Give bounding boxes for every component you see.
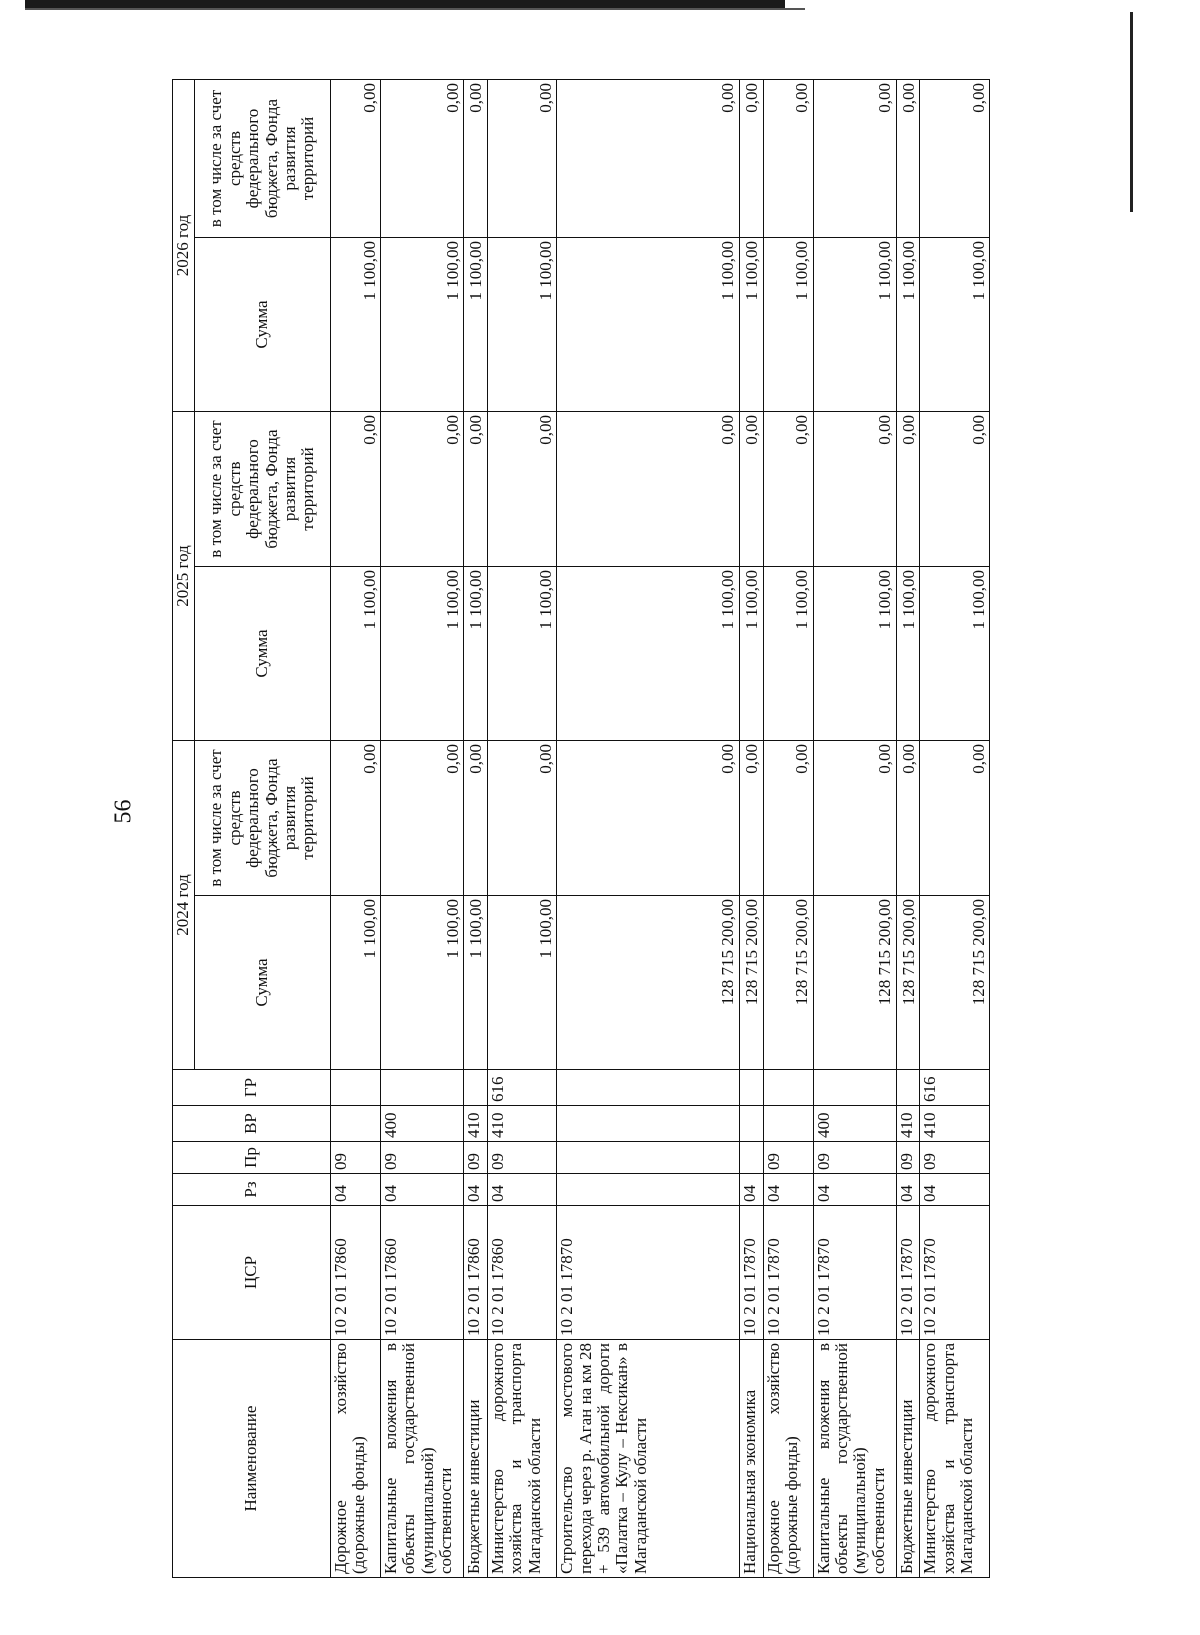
row-federal-2026: 0,00 [920,80,990,238]
row-rz: 04 [813,1174,896,1206]
row-sum-2026: 1 100,00 [380,238,463,412]
row-sum-2026: 1 100,00 [896,238,920,412]
row-sum-2026: 1 100,00 [463,238,487,412]
row-sum-2026: 1 100,00 [487,238,556,412]
row-gr: 616 [920,1070,990,1106]
row-name: Бюджетные инвестиции [896,1340,920,1578]
row-sum-2026: 1 100,00 [763,238,813,412]
header-federal-2024: в том числе за счет средств федерального бюджета, Фонда развития территорий [195,741,331,896]
row-federal-2024: 0,00 [763,741,813,896]
row-federal-2025: 0,00 [813,412,896,567]
row-gr [380,1070,463,1106]
row-name: Дорожное хозяйство (дорожные фонды) [763,1340,813,1578]
row-federal-2024: 0,00 [380,741,463,896]
row-csr: 10 2 01 17860 [380,1206,463,1340]
row-sum-2025: 1 100,00 [463,567,487,741]
row-vr: 410 [463,1106,487,1142]
row-sum-2026: 1 100,00 [557,238,739,412]
row-rz: 04 [739,1174,763,1206]
row-sum-2026: 1 100,00 [739,238,763,412]
row-federal-2024: 0,00 [463,741,487,896]
row-csr: 10 2 01 17870 [557,1206,739,1340]
row-name: Национальная экономика [739,1340,763,1578]
row-gr [557,1070,739,1106]
row-sum-2025: 1 100,00 [487,567,556,741]
row-federal-2024: 0,00 [896,741,920,896]
header-gr: ГР [173,1070,331,1106]
row-pr: 09 [331,1142,381,1174]
row-name: Бюджетные инвестиции [463,1340,487,1578]
row-federal-2026: 0,00 [896,80,920,238]
row-federal-2026: 0,00 [463,80,487,238]
header-year-2025: 2025 год [173,412,195,741]
row-federal-2025: 0,00 [463,412,487,567]
row-sum-2024: 128 715 200,00 [763,896,813,1070]
row-federal-2024: 0,00 [487,741,556,896]
header-csr: ЦСР [173,1206,331,1340]
table-row [896,80,920,1578]
row-sum-2024: 1 100,00 [463,896,487,1070]
row-federal-2026: 0,00 [331,80,381,238]
row-csr: 10 2 01 17870 [739,1206,763,1340]
row-gr [813,1070,896,1106]
row-rz [557,1174,739,1206]
budget-table [172,79,990,1578]
row-sum-2025: 1 100,00 [896,567,920,741]
row-vr: 410 [920,1106,990,1142]
row-federal-2025: 0,00 [487,412,556,567]
row-vr: 400 [380,1106,463,1142]
row-federal-2026: 0,00 [739,80,763,238]
header-vr: ВР [173,1106,331,1142]
row-federal-2025: 0,00 [920,412,990,567]
row-federal-2024: 0,00 [331,741,381,896]
row-federal-2026: 0,00 [380,80,463,238]
header-sum-2025: Сумма [195,567,331,741]
row-sum-2024: 1 100,00 [380,896,463,1070]
row-sum-2025: 1 100,00 [739,567,763,741]
row-pr [739,1142,763,1174]
row-rz: 04 [896,1174,920,1206]
row-pr [557,1142,739,1174]
row-name: Строительство мостового перехода через р. Аган на км 28 + 539 автомобильной дороги «Палатка – Кулу – Нексикан» в Магаданской области [557,1340,739,1578]
row-pr: 09 [813,1142,896,1174]
row-csr: 10 2 01 17870 [763,1206,813,1340]
row-pr: 09 [463,1142,487,1174]
row-federal-2024: 0,00 [920,741,990,896]
row-csr: 10 2 01 17860 [463,1206,487,1340]
row-sum-2024: 128 715 200,00 [813,896,896,1070]
table-row [763,80,813,1578]
header-year-2024: 2024 год [173,741,195,1070]
row-vr [739,1106,763,1142]
row-federal-2025: 0,00 [380,412,463,567]
scan-edge-line [1130,12,1133,212]
row-federal-2026: 0,00 [557,80,739,238]
row-sum-2024: 1 100,00 [331,896,381,1070]
row-name: Министерство дорожного хозяйства и транспорта Магаданской области [920,1340,990,1578]
row-gr [331,1070,381,1106]
rotated-table-wrapper [172,80,990,1578]
row-gr [739,1070,763,1106]
header-federal-2025: в том числе за счет средств федерального бюджета, Фонда развития территорий [195,412,331,567]
row-gr: 616 [487,1070,556,1106]
row-rz: 04 [380,1174,463,1206]
row-sum-2025: 1 100,00 [557,567,739,741]
row-name: Министерство дорожного хозяйства и транспорта Магаданской области [487,1340,556,1578]
row-rz: 04 [487,1174,556,1206]
row-gr [463,1070,487,1106]
row-pr: 09 [763,1142,813,1174]
header-sum-2024: Сумма [195,896,331,1070]
row-vr [763,1106,813,1142]
row-vr [557,1106,739,1142]
row-federal-2025: 0,00 [331,412,381,567]
row-sum-2024: 1 100,00 [487,896,556,1070]
row-rz: 04 [920,1174,990,1206]
row-pr: 09 [896,1142,920,1174]
row-csr: 10 2 01 17870 [896,1206,920,1340]
header-year-2026: 2026 год [173,80,195,412]
scan-edge-bar [25,0,785,8]
row-pr: 09 [380,1142,463,1174]
row-sum-2024: 128 715 200,00 [557,896,739,1070]
table-row [463,80,487,1578]
row-federal-2025: 0,00 [739,412,763,567]
row-sum-2026: 1 100,00 [331,238,381,412]
row-federal-2025: 0,00 [763,412,813,567]
row-federal-2025: 0,00 [557,412,739,567]
header-federal-2026: в том числе за счет средств федерального бюджета, Фонда развития территорий [195,80,331,238]
header-rz: Рз [173,1174,331,1206]
row-name: Дорожное хозяйство (дорожные фонды) [331,1340,381,1578]
row-vr: 400 [813,1106,896,1142]
row-rz: 04 [763,1174,813,1206]
row-gr [896,1070,920,1106]
table-row [813,80,896,1578]
row-vr: 410 [896,1106,920,1142]
row-federal-2024: 0,00 [557,741,739,896]
row-federal-2025: 0,00 [896,412,920,567]
row-pr: 09 [920,1142,990,1174]
row-sum-2025: 1 100,00 [920,567,990,741]
row-gr [763,1070,813,1106]
row-csr: 10 2 01 17860 [487,1206,556,1340]
row-federal-2026: 0,00 [763,80,813,238]
table-body [331,80,990,1578]
row-csr: 10 2 01 17870 [920,1206,990,1340]
row-name: Капитальные вложения в объекты государственной (муниципальной) собственности [380,1340,463,1578]
row-rz: 04 [463,1174,487,1206]
row-sum-2024: 128 715 200,00 [920,896,990,1070]
page-number: 56 [110,799,137,824]
row-sum-2024: 128 715 200,00 [896,896,920,1070]
table-row [380,80,463,1578]
header-sum-2026: Сумма [195,238,331,412]
row-sum-2025: 1 100,00 [813,567,896,741]
table-row [557,80,739,1578]
row-federal-2026: 0,00 [487,80,556,238]
table-row [331,80,381,1578]
row-sum-2025: 1 100,00 [331,567,381,741]
row-name: Капитальные вложения в объекты государственной (муниципальной) собственности [813,1340,896,1578]
scan-edge-bar-thin [25,8,805,10]
table-row [739,80,763,1578]
row-rz: 04 [331,1174,381,1206]
row-federal-2026: 0,00 [813,80,896,238]
row-sum-2026: 1 100,00 [813,238,896,412]
table-row [920,80,990,1578]
header-name: Наименование [173,1340,331,1578]
row-pr: 09 [487,1142,556,1174]
row-sum-2025: 1 100,00 [763,567,813,741]
row-sum-2025: 1 100,00 [380,567,463,741]
row-vr [331,1106,381,1142]
header-pr: Пр [173,1142,331,1174]
row-csr: 10 2 01 17860 [331,1206,381,1340]
row-sum-2026: 1 100,00 [920,238,990,412]
row-sum-2024: 128 715 200,00 [739,896,763,1070]
row-federal-2024: 0,00 [739,741,763,896]
row-csr: 10 2 01 17870 [813,1206,896,1340]
row-vr: 410 [487,1106,556,1142]
row-federal-2024: 0,00 [813,741,896,896]
table-row [487,80,556,1578]
